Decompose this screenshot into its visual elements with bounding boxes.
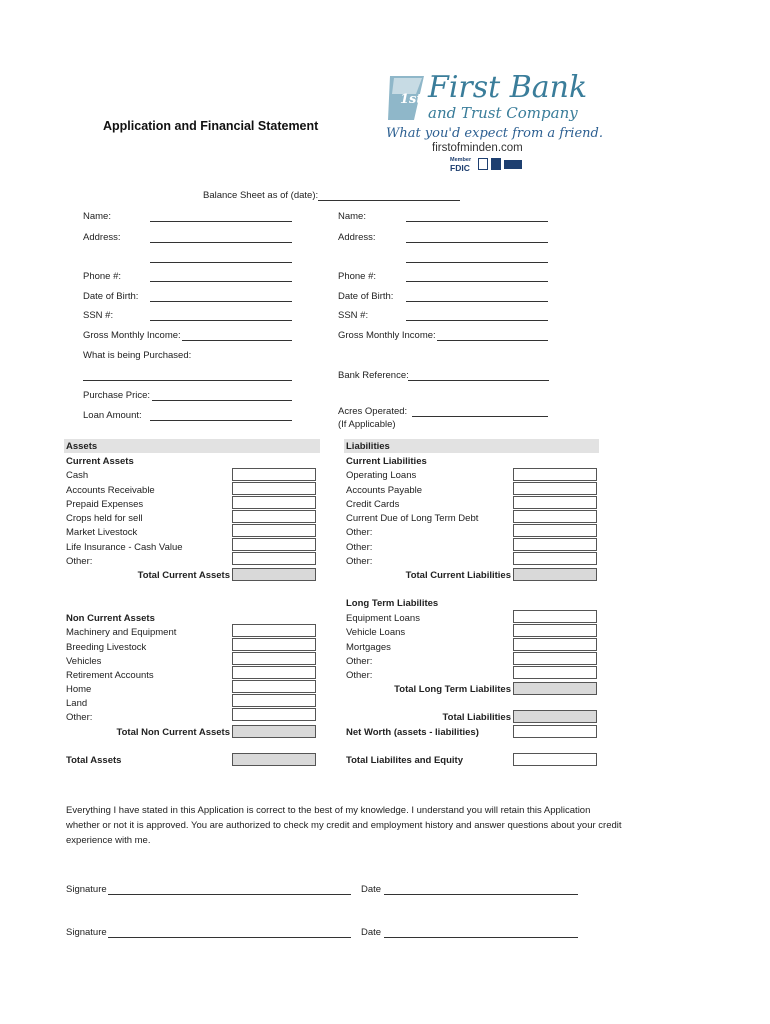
cash-value-box[interactable] xyxy=(232,468,316,481)
net-worth-box[interactable] xyxy=(513,725,597,738)
current-due-box[interactable] xyxy=(513,510,597,523)
signature-label-2: Signature xyxy=(66,927,107,938)
asset-item-other: Other: xyxy=(66,556,93,567)
phone-label-2: Phone #: xyxy=(338,271,377,282)
vehicles-box[interactable] xyxy=(232,652,316,665)
crops-value-box[interactable] xyxy=(232,510,316,523)
bank-reference-label: Bank Reference: xyxy=(338,370,409,381)
acres-operated-field[interactable] xyxy=(412,416,548,417)
name-label-2: Name: xyxy=(338,211,366,222)
asset-item-land: Land xyxy=(66,698,88,709)
equipment-loans-box[interactable] xyxy=(513,610,597,623)
name-field-2[interactable] xyxy=(406,221,548,222)
net-worth-label: Net Worth (assets - liabilities) xyxy=(346,727,479,738)
vehicle-loans-box[interactable] xyxy=(513,624,597,637)
page-title: Application and Financial Statement xyxy=(103,119,319,133)
asset-item-receivable: Accounts Receivable xyxy=(66,485,155,496)
bank-logo xyxy=(382,70,603,175)
equal-housing-icon xyxy=(478,158,488,170)
total-longterm-label: Total Long Term Liabilites xyxy=(394,684,511,695)
acres-operated-label: Acres Operated: xyxy=(338,406,408,417)
receivable-value-box[interactable] xyxy=(232,482,316,495)
ssn-label-2: SSN #: xyxy=(338,310,369,321)
name-field-1[interactable] xyxy=(150,221,292,222)
total-assets-box[interactable] xyxy=(232,753,316,766)
dob-field-1[interactable] xyxy=(150,301,292,302)
income-field-2[interactable] xyxy=(437,340,548,341)
what-purchased-label: What is being Purchased: xyxy=(83,350,192,361)
ssn-field-2[interactable] xyxy=(406,320,548,321)
total-current-liabilities-box[interactable] xyxy=(513,568,597,581)
liab-item-other-2: Other: xyxy=(346,542,373,553)
current-liabilities-heading: Current Liabilities xyxy=(346,456,427,467)
dob-label-1: Date of Birth: xyxy=(83,291,139,302)
handicap-icon xyxy=(491,158,501,170)
balance-sheet-label: Balance Sheet as of (date): xyxy=(203,190,319,201)
machinery-box[interactable] xyxy=(232,624,316,637)
fdic-badge: FDIC xyxy=(450,163,470,173)
phone-field-1[interactable] xyxy=(150,281,292,282)
lt-other-box-2[interactable] xyxy=(513,666,597,679)
credit-cards-box[interactable] xyxy=(513,496,597,509)
liab-item-lt-other-1: Other: xyxy=(346,656,373,667)
ssn-field-1[interactable] xyxy=(150,320,292,321)
purchase-price-label: Purchase Price: xyxy=(83,390,151,401)
longterm-liabilities-heading: Long Term Liabilites xyxy=(346,598,439,609)
logo-website: firstofminden.com xyxy=(432,142,523,154)
income-label-2: Gross Monthly Income: xyxy=(338,330,436,341)
income-label-1: Gross Monthly Income: xyxy=(83,330,181,341)
noncurrent-assets-heading: Non Current Assets xyxy=(66,613,155,624)
address-field-1a[interactable] xyxy=(150,242,292,243)
total-current-assets-box[interactable] xyxy=(232,568,316,581)
liabilities-heading: Liabilities xyxy=(346,441,390,452)
total-current-liabilities-label: Total Current Liabilities xyxy=(405,570,511,581)
total-noncurrent-box[interactable] xyxy=(232,725,316,738)
asset-item-livestock: Market Livestock xyxy=(66,527,138,538)
total-liabilities-label: Total Liabilities xyxy=(442,712,511,723)
other-asset-value-box[interactable] xyxy=(232,552,316,565)
certification-statement: Everything I have stated in this Application is correct to the best of my knowledge. I understand you will retain this Application whether or not it is approved. You are authorized to check my credit and employment history and answer questions about your credit experience with me. xyxy=(66,805,622,846)
asset-item-cash: Cash xyxy=(66,470,89,481)
livestock-value-box[interactable] xyxy=(232,524,316,537)
liab-item-operating: Operating Loans xyxy=(346,470,417,481)
total-current-assets-label: Total Current Assets xyxy=(137,570,230,581)
nc-other-box[interactable] xyxy=(232,708,316,721)
logo-tagline: What you'd expect from a friend. xyxy=(386,126,603,141)
total-longterm-box[interactable] xyxy=(513,682,597,695)
asset-item-life-insurance: Life Insurance - Cash Value xyxy=(66,542,183,553)
income-field-1[interactable] xyxy=(182,340,292,341)
address-field-2b[interactable] xyxy=(406,262,548,263)
asset-item-nc-other: Other: xyxy=(66,712,93,723)
phone-field-2[interactable] xyxy=(406,281,548,282)
breeding-box[interactable] xyxy=(232,638,316,651)
lt-other-box-1[interactable] xyxy=(513,652,597,665)
address-label-2: Address: xyxy=(338,232,376,243)
land-box[interactable] xyxy=(232,694,316,707)
liab-item-lt-other-2: Other: xyxy=(346,670,373,681)
liab-item-credit-cards: Credit Cards xyxy=(346,499,400,510)
address-field-1b[interactable] xyxy=(150,262,292,263)
purchase-price-field[interactable] xyxy=(152,400,292,401)
liab-item-equipment: Equipment Loans xyxy=(346,613,420,624)
asset-item-prepaid: Prepaid Expenses xyxy=(66,499,144,510)
dob-label-2: Date of Birth: xyxy=(338,291,394,302)
date-label-2: Date xyxy=(361,927,382,938)
phone-label-1: Phone #: xyxy=(83,271,122,282)
assets-heading: Assets xyxy=(66,441,98,452)
asset-item-retirement: Retirement Accounts xyxy=(66,670,154,681)
lender-badge-icon xyxy=(504,160,522,169)
other-liab-box-1[interactable] xyxy=(513,524,597,537)
date-label-1: Date xyxy=(361,884,382,895)
balance-sheet-date-field[interactable] xyxy=(318,200,460,201)
total-liab-equity-box[interactable] xyxy=(513,753,597,766)
address-label-1: Address: xyxy=(83,232,121,243)
retirement-box[interactable] xyxy=(232,666,316,679)
loan-amount-field[interactable] xyxy=(150,420,292,421)
logo-sub-name: and Trust Company xyxy=(428,104,578,122)
asset-item-breeding: Breeding Livestock xyxy=(66,642,147,653)
member-label: Member xyxy=(450,157,472,163)
liab-item-payable: Accounts Payable xyxy=(346,485,423,496)
home-box[interactable] xyxy=(232,680,316,693)
total-assets-label: Total Assets xyxy=(66,755,122,766)
date-field-1[interactable] xyxy=(384,894,578,895)
logo-mark-text: 1st xyxy=(400,92,423,107)
ssn-label-1: SSN #: xyxy=(83,310,114,321)
what-purchased-field[interactable] xyxy=(83,380,292,381)
liab-item-current-due: Current Due of Long Term Debt xyxy=(346,513,479,524)
bank-reference-field[interactable] xyxy=(408,380,549,381)
total-liabilities-box[interactable] xyxy=(513,710,597,723)
asset-item-crops: Crops held for sell xyxy=(66,513,143,524)
acres-note: (If Applicable) xyxy=(338,419,396,430)
address-field-2a[interactable] xyxy=(406,242,548,243)
dob-field-2[interactable] xyxy=(406,301,548,302)
asset-item-home: Home xyxy=(66,684,92,695)
payable-box[interactable] xyxy=(513,482,597,495)
liab-item-other-3: Other: xyxy=(346,556,373,567)
asset-item-vehicles: Vehicles xyxy=(66,656,102,667)
assets-header-band xyxy=(64,439,320,453)
signature-field-2[interactable] xyxy=(108,937,351,938)
signature-label-1: Signature xyxy=(66,884,107,895)
loan-amount-label: Loan Amount: xyxy=(83,410,142,421)
asset-item-machinery: Machinery and Equipment xyxy=(66,627,177,638)
logo-bank-name: First Bank xyxy=(428,70,588,105)
name-label-1: Name: xyxy=(83,211,111,222)
operating-loans-box[interactable] xyxy=(513,468,597,481)
liab-item-mortgages: Mortgages xyxy=(346,642,391,653)
total-liab-equity-label: Total Liabilites and Equity xyxy=(346,755,464,766)
liab-item-vehicle: Vehicle Loans xyxy=(346,627,406,638)
prepaid-value-box[interactable] xyxy=(232,496,316,509)
total-noncurrent-label: Total Non Current Assets xyxy=(116,727,230,738)
signature-field-1[interactable] xyxy=(108,894,351,895)
other-liab-box-2[interactable] xyxy=(513,538,597,551)
other-liab-box-3[interactable] xyxy=(513,552,597,565)
current-assets-heading: Current Assets xyxy=(66,456,134,467)
mortgages-box[interactable] xyxy=(513,638,597,651)
liab-item-other-1: Other: xyxy=(346,527,373,538)
date-field-2[interactable] xyxy=(384,937,578,938)
life-insurance-value-box[interactable] xyxy=(232,538,316,551)
